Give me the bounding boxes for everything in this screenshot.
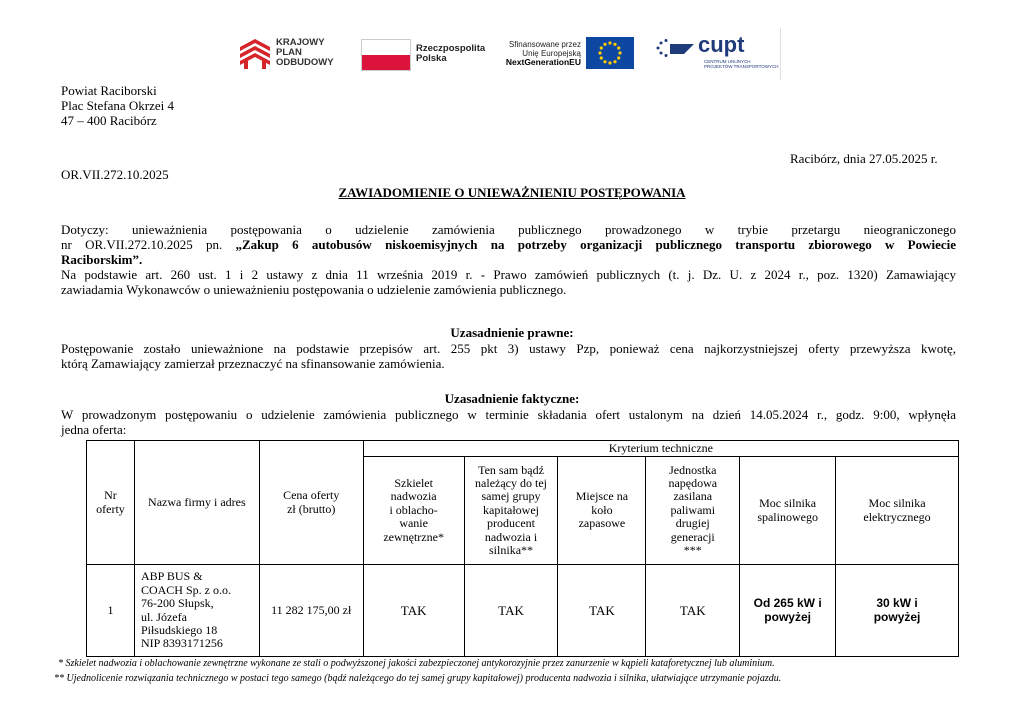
cell-same-producer: TAK <box>464 565 558 657</box>
offers-table <box>86 440 959 657</box>
header-combustion-power: Moc silnika spalinowego <box>740 457 836 565</box>
reference-number: OR.VII.272.10.2025 <box>61 167 169 182</box>
cupt-logo-icon <box>654 38 696 60</box>
factual-heading: Uzasadnienie faktyczne: <box>444 391 580 406</box>
footnote-1: * Szkielet nadwozia i oblachowanie zewnętrzne wykonane ze stali o podwyższonej jakości zabezpieczonej antykorozyjnie przez zanurzenie w kąpieli kataforetycznej lub aluminium. <box>58 658 775 669</box>
logo-divider <box>780 28 781 80</box>
document-date: Racibórz, dnia 27.05.2025 r. <box>790 151 938 166</box>
cell-firm: ABP BUS & COACH Sp. z o.o. 76-200 Słupsk, ul. Józefa Piłsudskiego 18 NIP 8393171256 <box>134 565 259 657</box>
header-technical-criteria: Kryterium techniczne <box>363 441 958 457</box>
header-nr: Nr oferty <box>87 441 135 565</box>
table-header-row <box>87 441 959 457</box>
sender-address: Powiat Raciborski Plac Stefana Okrzei 4 47 – 400 Racibórz <box>61 83 174 128</box>
cell-spare-wheel: TAK <box>558 565 646 657</box>
cupt-logo-subtitle: CENTRUM UNIJNYCH PROJEKTÓW TRANSPORTOWYCH <box>704 59 779 69</box>
kpo-logo-text: KRAJOWY PLAN ODBUDOWY <box>276 37 334 68</box>
footnote-2: ** Ujednolicenie rozwiązania technicznego w postaci tego samego (bądź należącego do tej samej grupy kapitałowej) producenta nadwozia i silnika, ułatwiające utrzymanie pojazdu. <box>54 673 782 684</box>
kpo-logo-icon <box>240 37 270 69</box>
header-skeleton: Szkielet nadwozia i oblacho- wanie zewnętrzne* <box>363 457 464 565</box>
poland-flag-icon <box>361 39 411 71</box>
cupt-logo-text: cupt <box>698 32 745 57</box>
eu-logo-text: Sfinansowane przez Unię Europejską NextGenerationEU <box>505 40 581 67</box>
cell-electric-power: 30 kW i powyżej <box>836 565 959 657</box>
cell-skeleton: TAK <box>363 565 464 657</box>
header-drive-unit: Jednostka napędowa zasilana paliwami drugiej generacji *** <box>646 457 740 565</box>
logo-strip <box>238 28 784 80</box>
factual-paragraph: W prowadzonym postępowaniu o udzielenie zamówienia publicznego w terminie składania ofert ustalonym na dzień 14.05.2024 r., godz. 9:00, wpłynęła jedna oferta: <box>61 407 956 437</box>
cell-nr: 1 <box>87 565 135 657</box>
header-price: Cena oferty zł (brutto) <box>259 441 363 565</box>
cell-combustion-power: Od 265 kW i powyżej <box>740 565 836 657</box>
header-firm: Nazwa firmy i adres <box>134 441 259 565</box>
intro-paragraph: Dotyczy: unieważnienia postępowania o udzielenie zamówienia publicznego prowadzonego w trybie przetargu nieograniczonego nr OR.VII.272.10.2025 pn. „Zakup 6 autobusów niskoemisyjnych na potrzeby organizacji publicznego transportu zbiorowego w Powiecie Raciborskim”. Na podstawie art. 260 ust. 1 i 2 ustawy z dnia 11 września 2019 r. - Prawo zamówień publicznych (t. j. Dz. U. z 2024 r., poz. 1320) Zamawiający zawiadamia Wykonawców o unieważnieniu postępowania o udzielenie zamówienia publicznego. <box>61 222 956 297</box>
header-spare-wheel: Miejsce na koło zapasowe <box>558 457 646 565</box>
legal-paragraph: Postępowanie zostało unieważnione na podstawie przepisów art. 255 pkt 3) ustawy Pzp, ponieważ cena najkorzystniejszej oferty przewyższa kwotę, którą Zamawiający zamierzał przeznaczyć na sfinansowanie zamówienia. <box>61 341 956 371</box>
legal-heading: Uzasadnienie prawne: <box>450 325 574 340</box>
eu-flag-icon <box>586 37 634 69</box>
document-title: ZAWIADOMIENIE O UNIEWAŻNIENIU POSTĘPOWANIA <box>338 185 686 200</box>
table-row <box>87 565 959 657</box>
header-same-producer: Ten sam bądź należący do tej samej grupy kapitałowej producent nadwozia i silnika** <box>464 457 558 565</box>
cell-price: 11 282 175,00 zł <box>259 565 363 657</box>
cell-drive-unit: TAK <box>646 565 740 657</box>
header-electric-power: Moc silnika elektrycznego <box>836 457 959 565</box>
rp-logo-text: Rzeczpospolita Polska <box>416 43 486 64</box>
